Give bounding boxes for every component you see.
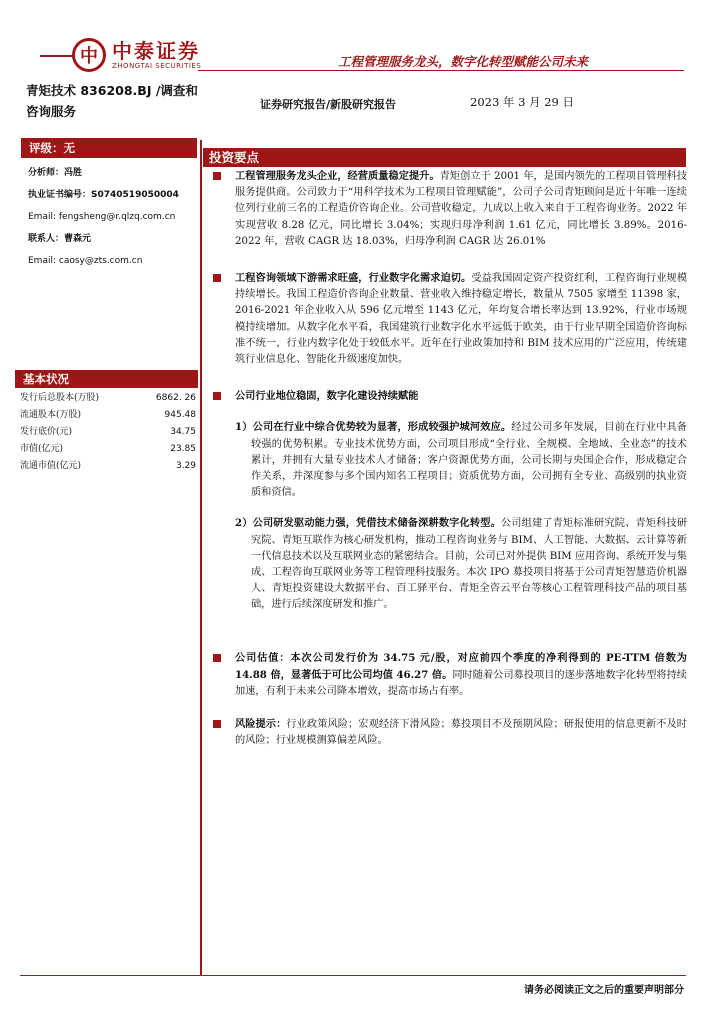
contact-name: 曹森元 [64,234,92,244]
logo-en: ZHONGTAI SECURITIES [112,62,202,70]
row-value: 23.85 [170,444,196,454]
highlight-paragraph [207,650,687,701]
cert-label: 执业证书编号： [28,190,92,200]
square-bullet-icon [213,392,221,400]
investment-highlights [207,168,687,750]
highlight-paragraph [207,168,687,250]
logo-text [112,40,201,70]
sub-point [207,419,687,501]
report-type: 证券研究报告/新股研究报告 [260,98,397,111]
company-logo [72,38,201,72]
cert-row [28,184,198,206]
sub-point [207,515,687,613]
highlight-paragraph [207,388,687,405]
footer-rule [20,975,686,976]
contact-row [28,228,198,250]
sub-point-lead: 2）公司研发驱动能力强，凭借技术储备深耕数字化转型。 [235,517,501,530]
email-row [28,206,198,228]
square-bullet-icon [213,172,221,180]
analyst-name: 冯胜 [64,168,83,178]
sub-point-body [235,419,687,501]
highlight-paragraph [207,716,687,749]
row-label: 流通市值(亿元) [20,461,82,471]
paragraph-text: 行业政策风险；宏观经济下滑风险；募投项目不及预期风险；研报使用的信息更新不及时的风险；行业规模测算偏差风险。 [235,719,687,747]
row-label: 发行底价(元) [20,427,73,437]
row-label: 市值(亿元) [20,444,64,454]
zhongtai-logo-icon: 中 [72,38,106,72]
analyst-label: 分析师： [28,168,65,178]
report-date: 2023 年 3 月 29 日 [470,95,574,109]
sub-point-text: 经过公司多年发展，目前在行业中具备较强的优势积累。专业技术优势方面，公司项目形成“全行业、全规模、全地域、全业态”的技术累计，并拥有大量专业技术人才储备；客户资源优势方面，公司长期与央国企合作，形成稳定合作关系，并深度参与多个国内知名工程项目；资质优势方面，公司拥有全专业、高级别的执业资质和资信。 [251,422,687,499]
paragraph-lead: 工程管理服务龙头企业，经营质量稳定提升。 [235,170,440,182]
analyst-info [28,162,198,272]
contact-label: 联系人： [28,234,65,244]
sub-point-text: 公司组建了青矩标准研究院、青矩科技研究院、青矩互联作为核心研发机构，推动工程咨询业务与 BIM、人工智能、大数据、云计算等新一代信息技术以及互联网业态的紧密结合。目前，公司已对外提供 BIM 应用咨询、系统开发与集成、工程咨询互联网业务等工程管理科技服务。本次 IPO 募投项目将基于公司青矩智慧造价机器人、青矩投资建设大数据平台、百工驿平台、青矩全咨云平台等核心工程管理科技产品的项目基础，进行后续深度研发和推广。 [251,518,688,611]
square-bullet-icon [213,274,221,282]
table-row [20,458,196,475]
basic-status-table [20,390,196,475]
cert-number: S0740519050004 [91,190,179,200]
table-row [20,407,196,424]
paragraph-text: 青矩创立于 2001 年，是国内领先的工程项目管理科技服务提供商。公司致力于“用科学技术为工程项目管理赋能”，公司子公司青矩顾问是近十年唯一连续位列行业前三名的工程造价咨询企业。公司营收稳定，九成以上收入来自于工程咨询业务。2022 年实现营收 8.28 亿元，同比增长 3.04%；实现归母净利润 1.61 亿元，同比增长 3.89%。2016-2022 年，营收 CAGR 达 18.03%，归母净利润 CAGR 达 26.01% [235,171,687,247]
report-headline: 工程管理服务龙头，数字化转型赋能公司未来 [338,54,589,69]
highlight-paragraph [207,270,687,368]
analyst-email[interactable]: fengsheng@r.qlzq.com.cn [58,212,176,222]
table-row [20,441,196,458]
logo-accent-line [40,55,74,57]
contact-email-row [28,250,198,272]
email-label: Email: [28,212,57,222]
paragraph-text: 受益我国固定资产投资红利，工程咨询行业规模持续增长。我国工程造价咨询企业数量、营业收入维持稳定增长，数量从 7505 家增至 11398 家，2016-2021 年企业收入从 596 亿元增至 1143 亿元，年均复合增长率达到 13.92%，行业市场规模持续增加。从数字化水平看，我国建筑行业数字化水平远低于欧美，由于行业早期全国造价咨询标准不统一，行业内数字化处于较低水平。近年在行业政策加持和 BIM 技术应用的广泛应用，传统建筑行业信息化、智能化升级速度加快。 [235,273,688,366]
column-divider [200,140,202,975]
row-value: 34.75 [170,427,196,437]
sub-point-body [235,515,687,613]
analyst-row [28,162,198,184]
row-value: 945.48 [164,410,196,420]
square-bullet-icon [213,720,221,728]
stock-title: 青矩技术 836208.BJ /调查和咨询服务 [26,83,198,119]
contact-email-label: Email: [28,256,57,266]
paragraph-text: 同时随着公司募投项目的逐步落地数字化转型将持续加速，有利于未来公司降本增效，提高市场占有率。 [235,669,687,698]
disclaimer-note: 请务必阅读正文之后的重要声明部分 [524,985,684,996]
table-row [20,390,196,407]
logo-cn: 中泰证券 [112,39,200,63]
investment-highlights-bar: 投资要点 [203,148,686,167]
square-bullet-icon [213,654,221,662]
row-value: 6862. 26 [155,393,196,403]
table-row [20,424,196,441]
sub-point-lead: 1）公司在行业中综合优势较为显著，形成较强护城河效应。 [235,421,512,434]
basic-status-bar: 基本状况 [15,370,198,388]
row-label: 流通股本(万股) [20,410,82,420]
paragraph-lead: 公司估值：本次公司发行价为 34.75 元/股，对应前四个季度的净利得到的 PE-TTM 倍数为 14.88 倍，显著低于可比公司均值 46.27 倍。 [235,651,687,681]
header-rule [198,70,684,71]
contact-email[interactable]: caosy@zts.com.cn [58,256,143,266]
row-label: 发行后总股本(万股) [20,393,100,403]
row-value: 3.29 [175,461,196,471]
paragraph-lead: 公司行业地位稳固，数字化建设持续赋能 [235,390,419,403]
paragraph-lead: 风险提示： [235,718,287,731]
rating-bar: 评级：无 [21,138,197,158]
paragraph-lead: 工程咨询领域下游需求旺盛，行业数字化需求迫切。 [235,272,472,285]
